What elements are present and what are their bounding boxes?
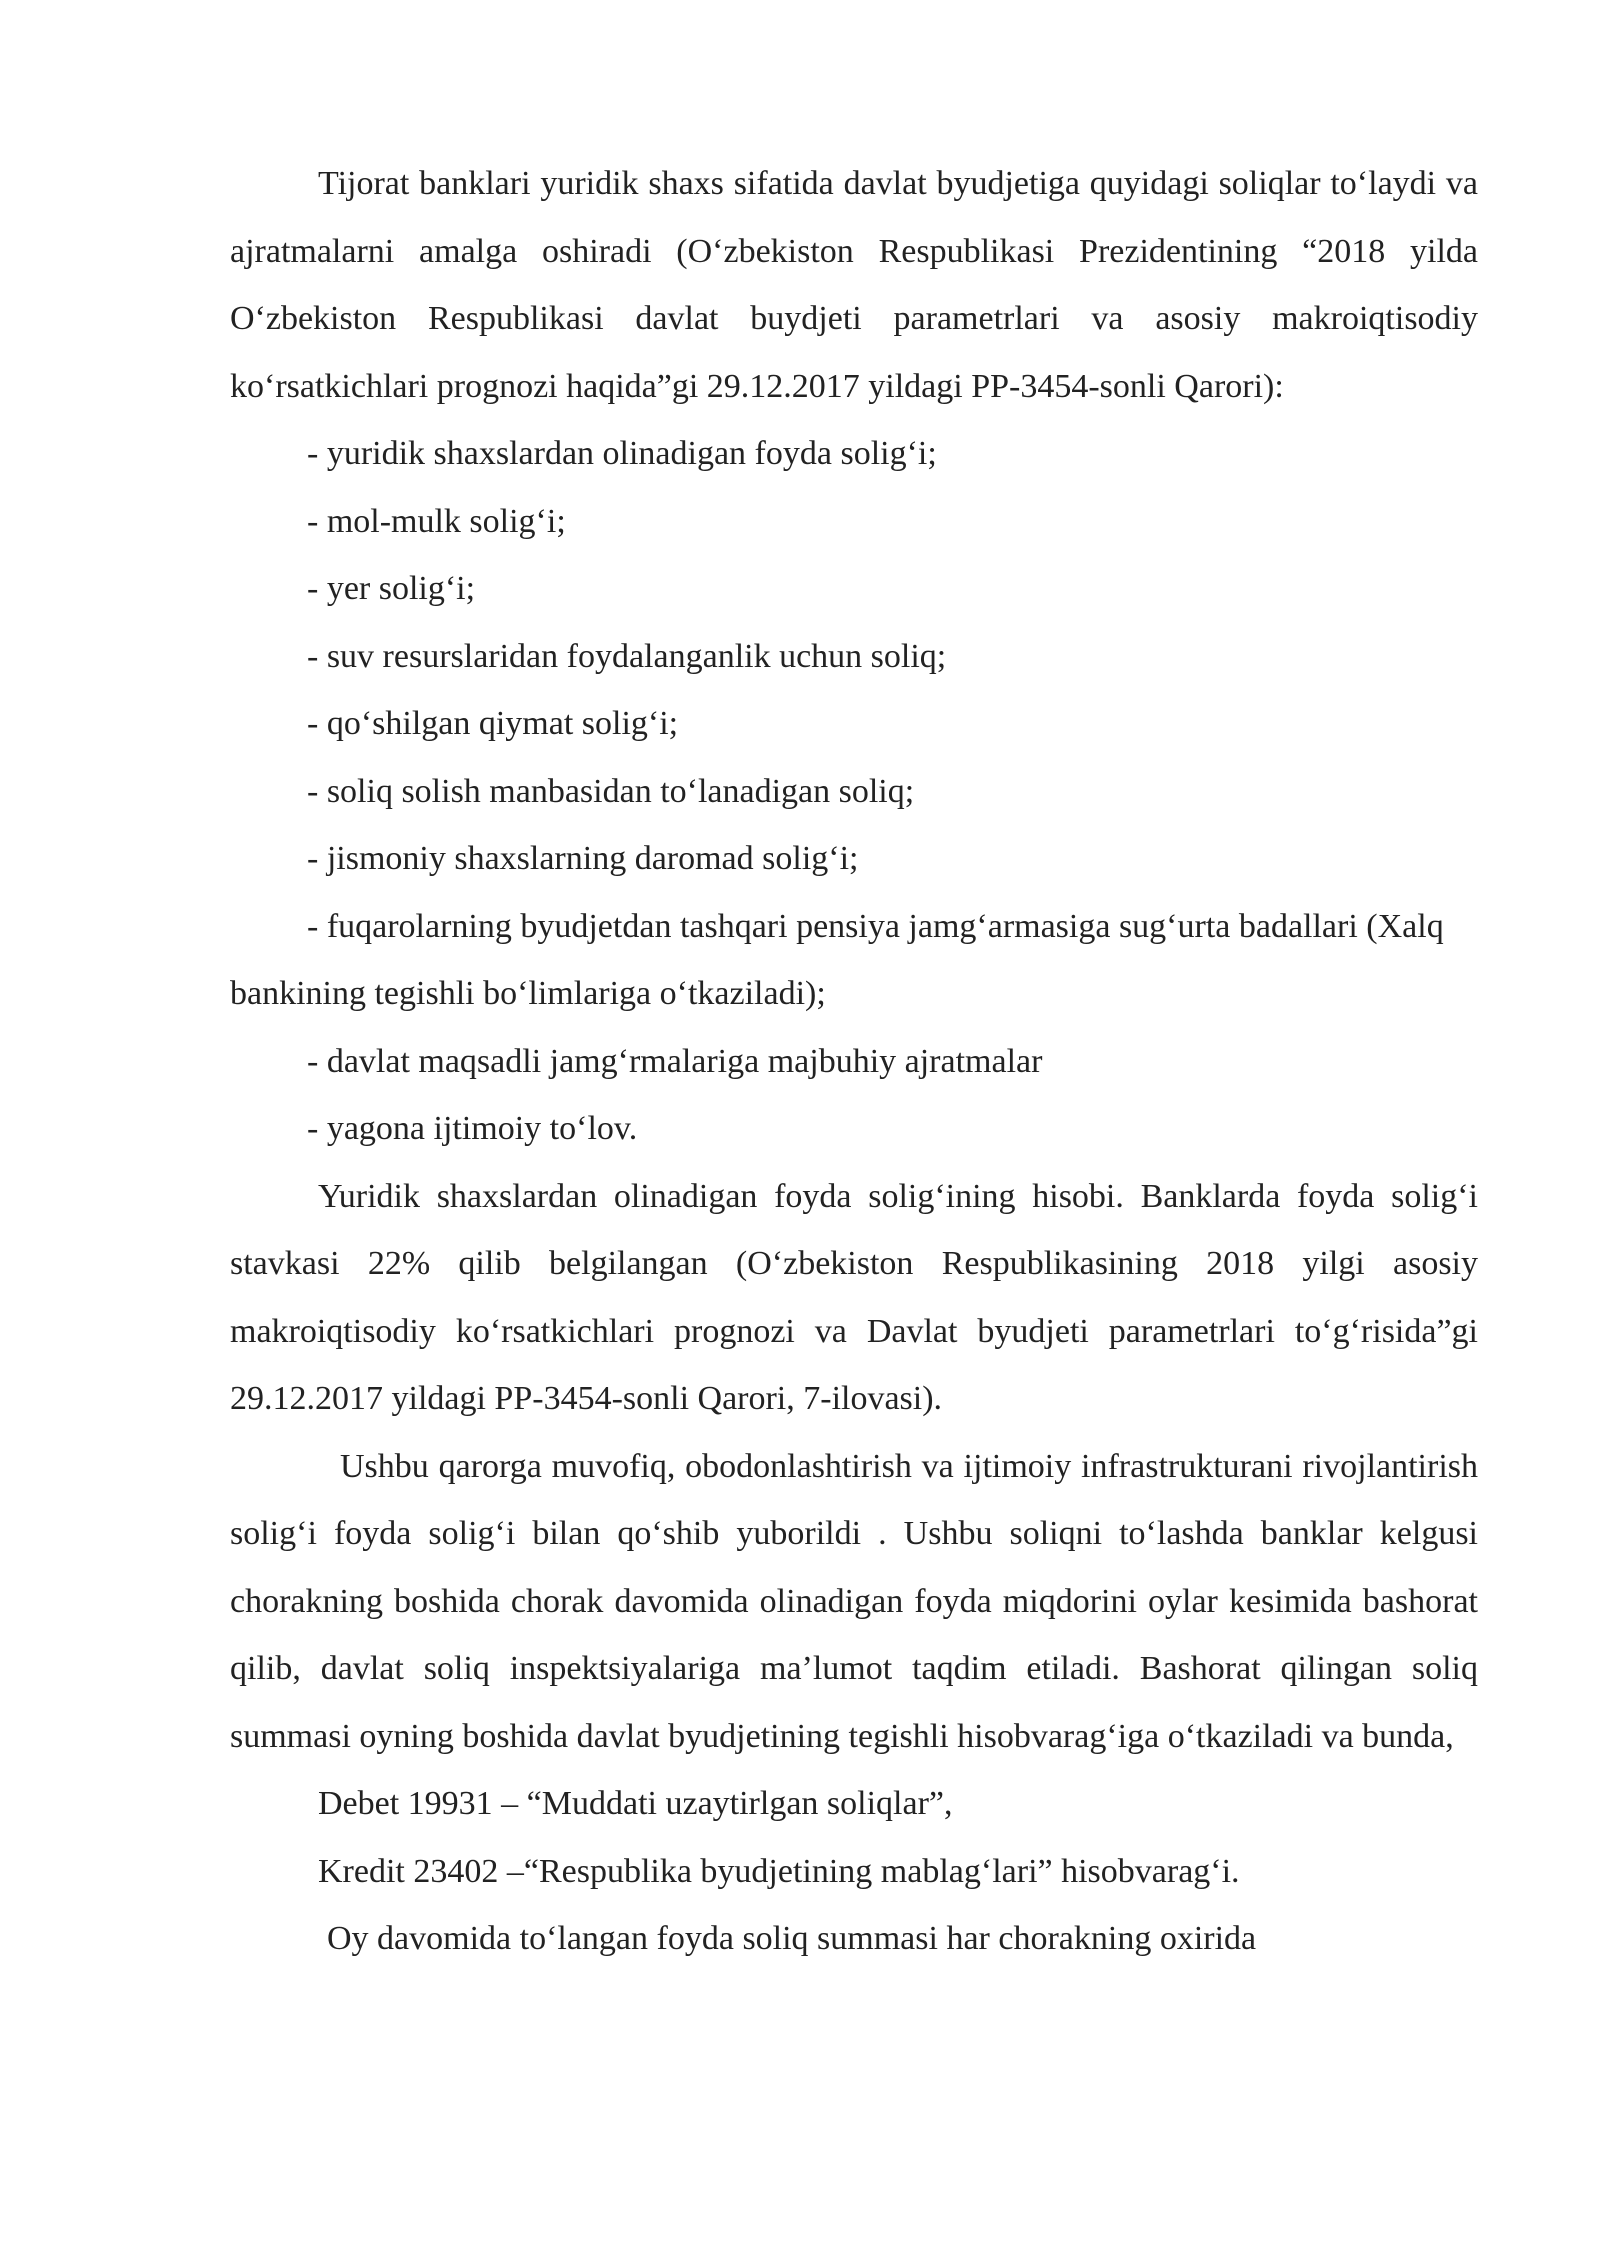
credit-entry: Kredit 23402 –“Respublika byudjetining mablag‘lari” hisobvarag‘i. [318, 1852, 1240, 1890]
list-item: - soliq solish manbasidan to‘lanadigan soliq; [307, 772, 915, 810]
debit-entry: Debet 19931 – “Muddati uzaytirlgan soliqlar”, [318, 1785, 953, 1822]
list-item: - yer solig‘i; [307, 570, 476, 607]
tax-list [230, 420, 1478, 1163]
decision-paragraph: Ushbu qarorga muvofiq, obodonlashtirish va ijtimoiy infrastrukturani rivojlantirish solig‘i foyda solig‘i bilan qo‘shib yuborildi . Ushbu soliqni to‘lashda banklar kelgusi chorakning boshida chorak davomida olinadigan foyda miqdorini oylar kesimida bashorat qilib, davlat soliq inspektsiyalariga ma’lumot taqdim etiladi. Bashorat qilingan soliq summasi oyning boshida davlat byudjetining tegishli hisobvarag‘iga o‘tkaziladi va bunda, [230, 1447, 1478, 1755]
intro-paragraph: Tijorat banklari yuridik shaxs sifatida davlat byudjetiga quyidagi soliqlar to‘laydi va ajratmalarni amalga oshiradi (O‘zbekiston Respublikasi Prezidentining “2018 yilda O‘zbekiston Respublikasi davlat buydjeti parametrlari va asosiy makroiqtisodiy ko‘rsatkichlari prognozi haqida”gi 29.12.2017 yildagi PP-3454-sonli Qarori): [230, 165, 1478, 405]
closing-line: Oy davomida to‘langan foyda soliq summasi har chorakning oxirida [327, 1920, 1257, 1957]
list-item: - yuridik shaxslardan olinadigan foyda solig‘i; [307, 435, 937, 472]
list-item: - yagona ijtimoiy to‘lov. [307, 1110, 638, 1147]
document-page [230, 150, 1478, 1973]
list-item: - suv resurslaridan foydalanganlik uchun soliq; [307, 637, 947, 675]
list-item: - qo‘shilgan qiymat solig‘i; [307, 705, 679, 742]
list-item: - jismoniy shaxslarning daromad solig‘i; [307, 840, 859, 877]
list-item: - davlat maqsadli jamg‘rmalariga majbuhiy ajratmalar [307, 1042, 1043, 1080]
list-item: - mol-mulk solig‘i; [307, 502, 566, 540]
list-item: - fuqarolarning byudjetdan tashqari pensiya jamg‘armasiga sug‘urta badallari (Xalq bankining tegishli bo‘limlariga o‘tkaziladi); [230, 907, 1444, 1012]
profit-tax-paragraph: Yuridik shaxslardan olinadigan foyda solig‘ining hisobi. Banklarda foyda solig‘i stavkasi 22% qilib belgilangan (O‘zbekiston Respublikasining 2018 yilgi asosiy makroiqtisodiy ko‘rsatkichlari prognozi va Davlat byudjeti parametrlari to‘g‘risida”gi 29.12.2017 yildagi PP-3454-sonli Qarori, 7-ilovasi). [230, 1177, 1478, 1417]
